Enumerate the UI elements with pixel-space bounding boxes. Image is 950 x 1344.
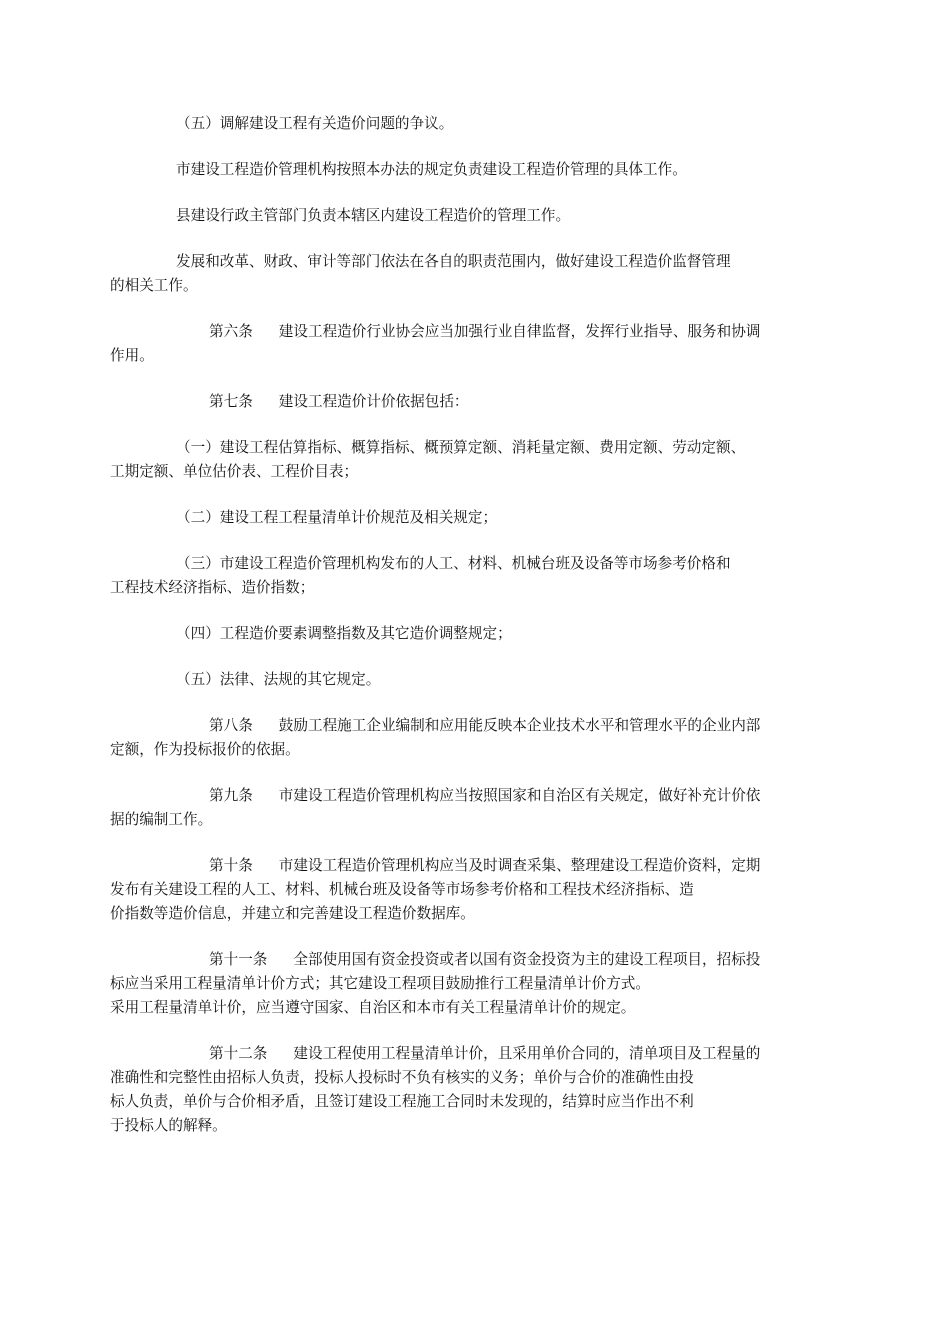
text-line: 价指数等造价信息，并建立和完善建设工程造价数据库。 <box>110 905 475 922</box>
paragraph <box>143 204 811 228</box>
text-line <box>143 320 811 344</box>
paragraph <box>110 436 811 484</box>
text-line: 市建设工程造价管理机构按照本办法的规定负责建设工程造价管理的具体工作。 <box>176 161 687 178</box>
paragraph <box>110 250 811 298</box>
paragraph <box>143 506 811 530</box>
text-line: （二）建设工程工程量清单计价规范及相关规定； <box>176 509 498 526</box>
article-text: 建设工程造价计价依据包括： <box>278 393 469 410</box>
article-text: 全部使用国有资金投资或者以国有资金投资为主的建设工程项目，招标投 <box>293 951 761 968</box>
text-line: 采用工程量清单计价，应当遵守国家、自治区和本市有关工程量清单计价的规定。 <box>110 999 636 1016</box>
article-text: 市建设工程造价管理机构应当及时调查采集、整理建设工程造价资料，定期 <box>278 857 761 874</box>
article-6 <box>110 320 811 368</box>
article-number: 第十一条 <box>209 951 268 968</box>
text-line <box>143 390 811 414</box>
text-line: （三）市建设工程造价管理机构发布的人工、材料、机械台班及设备等市场参考价格和 <box>176 555 731 572</box>
text-line: 据的编制工作。 <box>110 811 213 828</box>
text-line <box>143 854 811 878</box>
article-8 <box>110 714 811 762</box>
article-9 <box>110 784 811 832</box>
text-line: 标人负责，单价与合价相矛盾，且签订建设工程施工合同时未发现的，结算时应当作出不利 <box>110 1093 694 1110</box>
article-text: 市建设工程造价管理机构应当按照国家和自治区有关规定，做好补充计价依 <box>278 787 761 804</box>
article-number: 第十二条 <box>209 1045 268 1062</box>
text-line: 工期定额、单位估价表、工程价目表； <box>110 463 359 480</box>
text-line: 发展和改革、财政、审计等部门依法在各自的职责范围内，做好建设工程造价监督管理 <box>176 253 731 270</box>
text-line <box>143 784 811 808</box>
text-line: 的相关工作。 <box>110 277 198 294</box>
paragraph <box>143 158 811 182</box>
text-line: （四）工程造价要素调整指数及其它造价调整规定； <box>176 625 512 642</box>
article-11 <box>110 948 811 1020</box>
article-number: 第七条 <box>209 393 253 410</box>
article-number: 第十条 <box>209 857 253 874</box>
article-12 <box>110 1042 811 1138</box>
paragraph <box>143 668 811 692</box>
paragraph <box>110 552 811 600</box>
text-line <box>143 948 811 972</box>
text-line <box>143 714 811 738</box>
paragraph <box>143 112 811 136</box>
text-line: 工程技术经济指标、造价指数； <box>110 579 315 596</box>
article-text: 建设工程造价行业协会应当加强行业自律监督，发挥行业指导、服务和协调 <box>278 323 761 340</box>
text-line: （一）建设工程估算指标、概算指标、概预算定额、消耗量定额、费用定额、劳动定额、 <box>176 439 746 456</box>
text-line: 准确性和完整性由招标人负责，投标人投标时不负有核实的义务；单价与合价的准确性由投 <box>110 1069 694 1086</box>
text-line: （五）法律、法规的其它规定。 <box>176 671 381 688</box>
article-10 <box>110 854 811 926</box>
paragraph <box>143 622 811 646</box>
text-line: 作用。 <box>110 347 154 364</box>
article-text: 鼓励工程施工企业编制和应用能反映本企业技术水平和管理水平的企业内部 <box>278 717 761 734</box>
article-text: 建设工程使用工程量清单计价，且采用单价合同的，清单项目及工程量的 <box>293 1045 761 1062</box>
document-body <box>110 112 811 1160</box>
text-line: （五）调解建设工程有关造价问题的争议。 <box>176 115 454 132</box>
text-line: 于投标人的解释。 <box>110 1117 227 1134</box>
text-line: 县建设行政主管部门负责本辖区内建设工程造价的管理工作。 <box>176 207 571 224</box>
text-line: 标应当采用工程量清单计价方式；其它建设工程项目鼓励推行工程量清单计价方式。 <box>110 975 650 992</box>
article-number: 第八条 <box>209 717 253 734</box>
text-line <box>143 1042 811 1066</box>
text-line: 定额，作为投标报价的依据。 <box>110 741 300 758</box>
text-line: 发布有关建设工程的人工、材料、机械台班及设备等市场参考价格和工程技术经济指标、造 <box>110 881 694 898</box>
article-number: 第六条 <box>209 323 253 340</box>
article-number: 第九条 <box>209 787 253 804</box>
article-7 <box>143 390 811 414</box>
